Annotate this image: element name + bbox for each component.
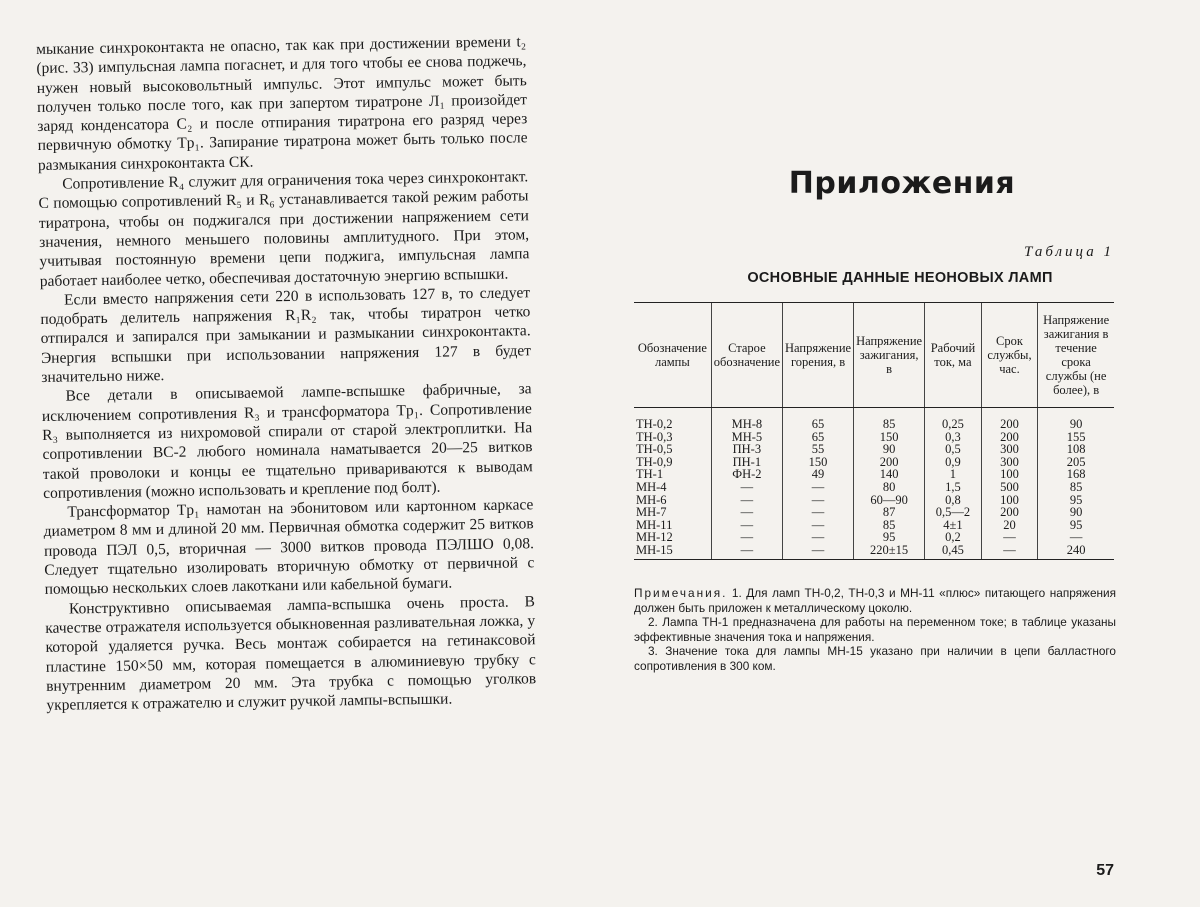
table-cell: ТН-0,5 — [636, 442, 673, 457]
column-header: Срок службы, час. — [981, 303, 1037, 408]
paragraph: Трансформатор Tp₁ намотан на эбонитовом или картонном каркасе диаметром 8 мм и длиной 20 мм. Первичная обмотка содержит 25 витков провода ПЭЛ 0,5, вторичная — 3000 витков провода ПЭЛШО 0,08. Следует тщательно изолировать вторичную обмотку от первичной с помощью нескольких слоев лакоткани или кабельной бумаги. — [43, 496, 535, 599]
table-cell: 300 — [981, 456, 1037, 469]
table-row — [634, 481, 1114, 494]
body-text — [36, 32, 537, 715]
table-cell: — — [1038, 531, 1114, 544]
table-cell: ТН-0,3 — [636, 429, 673, 444]
table-cell: 300 — [981, 443, 1037, 456]
table-cell: 20 — [981, 519, 1037, 532]
table-cell: — — [783, 481, 854, 494]
table-cell: 87 — [854, 506, 925, 519]
table-cell: 60—90 — [854, 494, 925, 507]
table-row — [634, 431, 1114, 444]
table-row — [634, 519, 1114, 532]
table-cell: 95 — [1038, 519, 1114, 532]
section-title: Приложения — [788, 166, 1016, 201]
table-cell: ФН-2 — [711, 468, 782, 481]
table-cell: — — [711, 519, 782, 532]
table-cell: 95 — [854, 531, 925, 544]
paragraph: Если вместо напряжения сети 220 в использовать 127 в, то следует подобрать делитель напряжения R₁R₂ так, чтобы тиратрон четко отпирался и запирался при замыкании и размыкании синхроконтакта. Энергия вспышки при использовании напряжения 127 в будет значительно ниже. — [40, 284, 532, 387]
table-cell: 200 — [981, 431, 1037, 444]
table-cell: — — [783, 519, 854, 532]
table-cell: 85 — [854, 408, 925, 431]
table-cell: — — [783, 544, 854, 559]
table-cell: 205 — [1038, 456, 1114, 469]
table-cell: — — [783, 506, 854, 519]
table-cell: 0,5 — [925, 443, 982, 456]
table-header-row — [634, 303, 1114, 408]
table-cell: 200 — [981, 506, 1037, 519]
table-row — [634, 408, 1114, 431]
table-cell: 65 — [783, 408, 854, 431]
table-cell: 100 — [981, 494, 1037, 507]
note-item: 1. Для ламп ТН-0,2, ТН-0,3 и МН-11 «плюс» питающего напряжения должен быть приложен к металлическому цоколю. — [634, 586, 1116, 615]
table-cell: 140 — [854, 468, 925, 481]
column-header: Обозначение лампы — [634, 303, 711, 408]
table-row — [634, 506, 1114, 519]
table-cell: 0,45 — [925, 544, 982, 559]
table-cell: — — [711, 544, 782, 559]
table-body — [634, 408, 1114, 560]
table-cell: 155 — [1038, 431, 1114, 444]
table-cell: 100 — [981, 468, 1037, 481]
table-cell: МН-11 — [636, 517, 673, 532]
table-cell: ТН-0,2 — [636, 417, 673, 431]
table-cell: МН-15 — [634, 544, 711, 559]
table-cell: 4±1 — [925, 519, 982, 532]
column-header: Рабочий ток, ма — [925, 303, 982, 408]
notes — [634, 586, 1116, 674]
column-header: Напряжение горения, в — [783, 303, 854, 408]
table-cell: 168 — [1038, 468, 1114, 481]
table-cell: — — [711, 531, 782, 544]
column-header: Напряжение зажигания, в — [854, 303, 925, 408]
table-cell: 0,25 — [925, 408, 982, 431]
table-row — [634, 456, 1114, 469]
table-cell: 0,2 — [925, 531, 982, 544]
table-cell: 90 — [1038, 506, 1114, 519]
right-page — [600, 0, 1200, 907]
page-number: 57 — [1096, 862, 1114, 879]
table-cell: МН-5 — [711, 431, 782, 444]
table-cell: — — [981, 544, 1037, 559]
column-header: Напряжение зажигания в течение срока службы (не более), в — [1038, 303, 1114, 408]
table-cell: 49 — [783, 468, 854, 481]
paragraph: Все детали в описываемой лампе-вспышке фабричные, за исключением сопротивления R₃ и трансформатора Tp₁. Сопротивление R₃ выполняется из нихромовой спирали от старой электроплитки. На сопротивлении ВС-2 любого номинала наматывается 20—25 витков такой проволоки и концы ее тщательно привариваются к выводам сопротивления (можно использовать и крепление под болт). — [41, 380, 533, 502]
table-cell: 220±15 — [854, 544, 925, 559]
table-cell: МН-12 — [636, 530, 673, 545]
paragraph: Конструктивно описываемая лампа-вспышка очень проста. В качестве отражателя используется обыкновенная разливательная ложка, у которой удаляется ручка. Весь монтаж собирается на гетинаксовой пластине 150×50 мм, которая помещается в алюминиевую трубку с внутренним диаметром 20 мм. Эта трубка с помощью уголков укрепляется к отражателю и служит ручкой лампы-вспышки. — [45, 592, 537, 715]
table-cell: МН-4 — [636, 479, 667, 494]
table-cell: 90 — [854, 443, 925, 456]
table-cell: ПН-1 — [711, 456, 782, 469]
paragraph: мыкание синхроконтакта не опасно, так как при достижении времени t₂ (рис. 33) импульсная лампа погаснет, и для того чтобы ее снова поджечь, нужен новый высоковольтный импульс. Этот импульс может быть получен только после того, как при запертом тиратроне Л₁ произойдет заряд конденсатора C₂ и после отпирания тиратрона его разряд через первичную обмотку Tp₁. Запирание тиратрона может быть только после размыкания синхроконтакта СК. — [36, 33, 528, 174]
table-title: ОСНОВНЫЕ ДАННЫЕ НЕОНОВЫХ ЛАМП — [747, 270, 1053, 286]
table-cell: ПН-3 — [711, 443, 782, 456]
table-cell: — — [783, 494, 854, 507]
neon-lamps-table — [634, 302, 1114, 560]
table-cell: 1,5 — [925, 481, 982, 494]
table-cell: МН-7 — [636, 505, 667, 520]
table-cell: 200 — [854, 456, 925, 469]
table-row — [634, 494, 1114, 507]
table-cell: — — [711, 481, 782, 494]
table-cell: МН-6 — [636, 492, 667, 507]
table-row — [634, 443, 1114, 456]
table-cell: — — [711, 506, 782, 519]
table-cell: 1 — [925, 468, 982, 481]
table-cell: 200 — [981, 408, 1037, 431]
table-cell: — — [711, 494, 782, 507]
table-cell: 90 — [1038, 408, 1114, 431]
table-cell: 240 — [1038, 544, 1114, 559]
table-cell: 65 — [783, 431, 854, 444]
table-cell: 150 — [783, 456, 854, 469]
table-row — [634, 544, 1114, 559]
table-cell: — — [981, 531, 1037, 544]
paragraph: Сопротивление R₄ служит для ограничения тока через синхроконтакт. С помощью сопротивлений R₅ и R₆ устанавливается такой режим работы тиратрона, чтобы он поджигался при достижении напряжением сети значения, немного меньшего половины амплитудного. При этом, учитывая постоянную времени цепи поджига, импульсная лампа работает наиболее четко, обеспечивая достаточную энергию вспышки. — [38, 168, 530, 290]
table-cell: 80 — [854, 481, 925, 494]
notes-heading: Примечания. — [634, 586, 728, 600]
table-cell: 0,8 — [925, 494, 982, 507]
table-cell: МН-8 — [711, 408, 782, 431]
table-cell: 85 — [854, 519, 925, 532]
table-cell: 0,9 — [925, 456, 982, 469]
column-header: Старое обозначение — [711, 303, 782, 408]
table-cell: 85 — [1038, 481, 1114, 494]
table-cell: ТН-0,9 — [636, 454, 673, 469]
table-cell: 500 — [981, 481, 1037, 494]
table-cell: 0,5—2 — [925, 506, 982, 519]
note-item: 3. Значение тока для лампы МН-15 указано при наличии в цепи балластного сопротивления в 300 ком. — [634, 644, 1116, 673]
table-cell: 108 — [1038, 443, 1114, 456]
table-label: Таблица 1 — [1024, 244, 1114, 260]
table-cell: 150 — [854, 431, 925, 444]
note-item: 2. Лампа ТН-1 предназначена для работы на переменном токе; в таблице указаны эффективные значения тока и напряжения. — [634, 615, 1116, 644]
table-cell: ТН-1 — [636, 467, 664, 482]
table-cell: 55 — [783, 443, 854, 456]
table-row — [634, 468, 1114, 481]
table-cell: 95 — [1038, 494, 1114, 507]
table-cell: 0,3 — [925, 431, 982, 444]
table-cell: — — [783, 531, 854, 544]
